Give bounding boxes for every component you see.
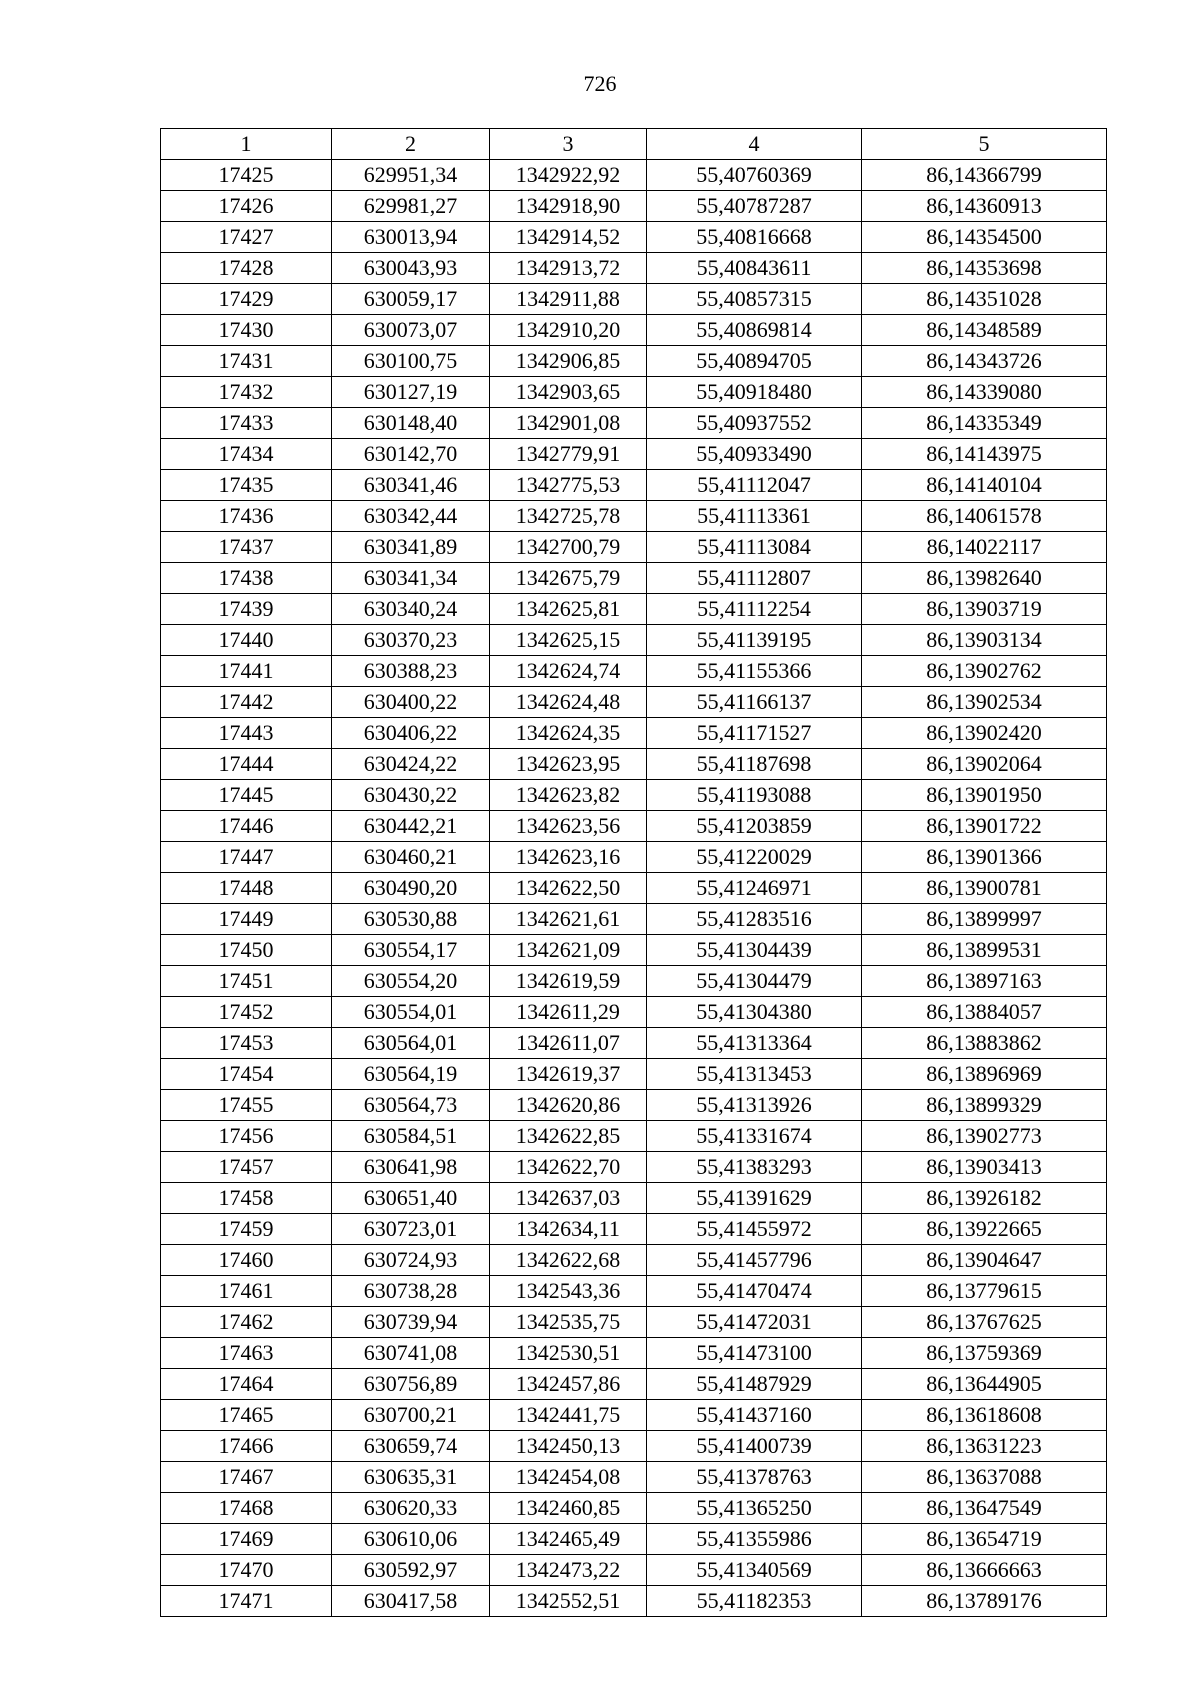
coord-x-cell: 630127,19 [332,377,490,408]
coord-y-cell: 1342914,52 [490,222,647,253]
latitude-cell: 55,41472031 [647,1307,862,1338]
latitude-cell: 55,41203859 [647,811,862,842]
coord-x-cell: 630417,58 [332,1586,490,1617]
point-number-cell: 17466 [161,1431,332,1462]
longitude-cell: 86,13901722 [862,811,1107,842]
table-row [161,1028,1107,1059]
longitude-cell: 86,13767625 [862,1307,1107,1338]
table-row [161,1462,1107,1493]
longitude-cell: 86,13759369 [862,1338,1107,1369]
coord-x-cell: 630142,70 [332,439,490,470]
latitude-cell: 55,41187698 [647,749,862,780]
table-row [161,1524,1107,1555]
coord-x-cell: 630554,17 [332,935,490,966]
column-header-5: 5 [862,129,1107,160]
table-row [161,966,1107,997]
table-row [161,1586,1107,1617]
table-row [161,191,1107,222]
latitude-cell: 55,41455972 [647,1214,862,1245]
table-row [161,160,1107,191]
longitude-cell: 86,13618608 [862,1400,1107,1431]
latitude-cell: 55,41220029 [647,842,862,873]
coord-x-cell: 630341,34 [332,563,490,594]
point-number-cell: 17456 [161,1121,332,1152]
point-number-cell: 17447 [161,842,332,873]
point-number-cell: 17425 [161,160,332,191]
table-row [161,873,1107,904]
coord-x-cell: 630340,24 [332,594,490,625]
latitude-cell: 55,40816668 [647,222,862,253]
coord-x-cell: 629951,34 [332,160,490,191]
longitude-cell: 86,13902773 [862,1121,1107,1152]
longitude-cell: 86,14343726 [862,346,1107,377]
coord-y-cell: 1342620,86 [490,1090,647,1121]
coord-y-cell: 1342901,08 [490,408,647,439]
coord-y-cell: 1342623,16 [490,842,647,873]
point-number-cell: 17444 [161,749,332,780]
point-number-cell: 17457 [161,1152,332,1183]
coord-x-cell: 630584,51 [332,1121,490,1152]
latitude-cell: 55,40787287 [647,191,862,222]
table-row [161,408,1107,439]
coord-y-cell: 1342779,91 [490,439,647,470]
point-number-cell: 17436 [161,501,332,532]
point-number-cell: 17433 [161,408,332,439]
latitude-cell: 55,41331674 [647,1121,862,1152]
coord-y-cell: 1342465,49 [490,1524,647,1555]
point-number-cell: 17442 [161,687,332,718]
coord-x-cell: 630635,31 [332,1462,490,1493]
coord-x-cell: 630641,98 [332,1152,490,1183]
table-row [161,904,1107,935]
longitude-cell: 86,13900781 [862,873,1107,904]
point-number-cell: 17434 [161,439,332,470]
table-row [161,1276,1107,1307]
point-number-cell: 17470 [161,1555,332,1586]
point-number-cell: 17449 [161,904,332,935]
coord-y-cell: 1342552,51 [490,1586,647,1617]
coord-y-cell: 1342623,95 [490,749,647,780]
latitude-cell: 55,41182353 [647,1586,862,1617]
point-number-cell: 17464 [161,1369,332,1400]
latitude-cell: 55,41313453 [647,1059,862,1090]
point-number-cell: 17439 [161,594,332,625]
column-header-2: 2 [332,129,490,160]
latitude-cell: 55,41304439 [647,935,862,966]
latitude-cell: 55,41112254 [647,594,862,625]
coord-x-cell: 630723,01 [332,1214,490,1245]
coord-x-cell: 630490,20 [332,873,490,904]
page-number: 726 [583,71,617,96]
coordinates-table [160,128,1107,1617]
point-number-cell: 17458 [161,1183,332,1214]
point-number-cell: 17459 [161,1214,332,1245]
longitude-cell: 86,14339080 [862,377,1107,408]
coord-y-cell: 1342700,79 [490,532,647,563]
coord-y-cell: 1342619,37 [490,1059,647,1090]
coord-y-cell: 1342619,59 [490,966,647,997]
point-number-cell: 17469 [161,1524,332,1555]
longitude-cell: 86,13903719 [862,594,1107,625]
table-body [161,160,1107,1617]
latitude-cell: 55,40918480 [647,377,862,408]
table-row [161,1307,1107,1338]
longitude-cell: 86,13896969 [862,1059,1107,1090]
latitude-cell: 55,41473100 [647,1338,862,1369]
coord-y-cell: 1342906,85 [490,346,647,377]
table-row [161,222,1107,253]
coord-x-cell: 630564,19 [332,1059,490,1090]
point-number-cell: 17455 [161,1090,332,1121]
coord-y-cell: 1342623,82 [490,780,647,811]
longitude-cell: 86,14140104 [862,470,1107,501]
table-row [161,439,1107,470]
table-row [161,1400,1107,1431]
coord-y-cell: 1342623,56 [490,811,647,842]
point-number-cell: 17427 [161,222,332,253]
table-row [161,1431,1107,1462]
coord-y-cell: 1342530,51 [490,1338,647,1369]
point-number-cell: 17453 [161,1028,332,1059]
coord-y-cell: 1342922,92 [490,160,647,191]
table-row [161,811,1107,842]
latitude-cell: 55,40937552 [647,408,862,439]
table-row [161,1245,1107,1276]
latitude-cell: 55,41304380 [647,997,862,1028]
coord-y-cell: 1342624,35 [490,718,647,749]
longitude-cell: 86,13902762 [862,656,1107,687]
coord-y-cell: 1342903,65 [490,377,647,408]
longitude-cell: 86,13631223 [862,1431,1107,1462]
latitude-cell: 55,41112807 [647,563,862,594]
point-number-cell: 17460 [161,1245,332,1276]
coord-y-cell: 1342621,09 [490,935,647,966]
longitude-cell: 86,13899531 [862,935,1107,966]
coord-x-cell: 630400,22 [332,687,490,718]
coord-x-cell: 630059,17 [332,284,490,315]
table-row [161,687,1107,718]
point-number-cell: 17438 [161,563,332,594]
longitude-cell: 86,14335349 [862,408,1107,439]
table-row [161,656,1107,687]
coord-x-cell: 630700,21 [332,1400,490,1431]
point-number-cell: 17450 [161,935,332,966]
coord-y-cell: 1342621,61 [490,904,647,935]
table-row [161,346,1107,377]
coord-y-cell: 1342637,03 [490,1183,647,1214]
table-row [161,1555,1107,1586]
point-number-cell: 17440 [161,625,332,656]
latitude-cell: 55,41340569 [647,1555,862,1586]
latitude-cell: 55,40857315 [647,284,862,315]
latitude-cell: 55,41113084 [647,532,862,563]
latitude-cell: 55,41166137 [647,687,862,718]
longitude-cell: 86,13883862 [862,1028,1107,1059]
coord-y-cell: 1342543,36 [490,1276,647,1307]
latitude-cell: 55,41283516 [647,904,862,935]
longitude-cell: 86,13903134 [862,625,1107,656]
coord-x-cell: 630341,46 [332,470,490,501]
coord-x-cell: 630739,94 [332,1307,490,1338]
coord-y-cell: 1342675,79 [490,563,647,594]
longitude-cell: 86,14022117 [862,532,1107,563]
coord-y-cell: 1342918,90 [490,191,647,222]
point-number-cell: 17463 [161,1338,332,1369]
coord-y-cell: 1342450,13 [490,1431,647,1462]
coord-x-cell: 630564,73 [332,1090,490,1121]
latitude-cell: 55,41437160 [647,1400,862,1431]
coord-x-cell: 629981,27 [332,191,490,222]
table-row [161,625,1107,656]
longitude-cell: 86,13901366 [862,842,1107,873]
longitude-cell: 86,14360913 [862,191,1107,222]
coord-x-cell: 630424,22 [332,749,490,780]
point-number-cell: 17461 [161,1276,332,1307]
coord-y-cell: 1342460,85 [490,1493,647,1524]
coord-y-cell: 1342910,20 [490,315,647,346]
table-row [161,1090,1107,1121]
column-header-3: 3 [490,129,647,160]
point-number-cell: 17428 [161,253,332,284]
point-number-cell: 17446 [161,811,332,842]
latitude-cell: 55,41400739 [647,1431,862,1462]
latitude-cell: 55,41391629 [647,1183,862,1214]
coord-x-cell: 630388,23 [332,656,490,687]
longitude-cell: 86,13897163 [862,966,1107,997]
coord-x-cell: 630370,23 [332,625,490,656]
table-row [161,315,1107,346]
longitude-cell: 86,14351028 [862,284,1107,315]
coord-x-cell: 630756,89 [332,1369,490,1400]
coord-x-cell: 630592,97 [332,1555,490,1586]
longitude-cell: 86,13654719 [862,1524,1107,1555]
coord-y-cell: 1342625,81 [490,594,647,625]
coord-x-cell: 630530,88 [332,904,490,935]
longitude-cell: 86,13901950 [862,780,1107,811]
latitude-cell: 55,41112047 [647,470,862,501]
latitude-cell: 55,41378763 [647,1462,862,1493]
coord-y-cell: 1342454,08 [490,1462,647,1493]
coord-y-cell: 1342625,15 [490,625,647,656]
coord-x-cell: 630442,21 [332,811,490,842]
latitude-cell: 55,41139195 [647,625,862,656]
latitude-cell: 55,41313364 [647,1028,862,1059]
column-header-4: 4 [647,129,862,160]
coord-y-cell: 1342913,72 [490,253,647,284]
point-number-cell: 17445 [161,780,332,811]
latitude-cell: 55,41355986 [647,1524,862,1555]
table-row [161,1152,1107,1183]
coord-x-cell: 630043,93 [332,253,490,284]
coord-y-cell: 1342725,78 [490,501,647,532]
table-row [161,1369,1107,1400]
longitude-cell: 86,13904647 [862,1245,1107,1276]
point-number-cell: 17465 [161,1400,332,1431]
latitude-cell: 55,40843611 [647,253,862,284]
coord-x-cell: 630738,28 [332,1276,490,1307]
point-number-cell: 17448 [161,873,332,904]
table-row [161,1493,1107,1524]
point-number-cell: 17437 [161,532,332,563]
point-number-cell: 17432 [161,377,332,408]
coord-x-cell: 630148,40 [332,408,490,439]
point-number-cell: 17443 [161,718,332,749]
latitude-cell: 55,41193088 [647,780,862,811]
table-row [161,253,1107,284]
coord-y-cell: 1342622,70 [490,1152,647,1183]
longitude-cell: 86,14061578 [862,501,1107,532]
table-row [161,377,1107,408]
table-row [161,997,1107,1028]
coord-y-cell: 1342634,11 [490,1214,647,1245]
coord-x-cell: 630013,94 [332,222,490,253]
coord-x-cell: 630741,08 [332,1338,490,1369]
table-row [161,1338,1107,1369]
latitude-cell: 55,41487929 [647,1369,862,1400]
latitude-cell: 55,41171527 [647,718,862,749]
table-row [161,501,1107,532]
latitude-cell: 55,41365250 [647,1493,862,1524]
longitude-cell: 86,14353698 [862,253,1107,284]
latitude-cell: 55,41470474 [647,1276,862,1307]
coord-x-cell: 630100,75 [332,346,490,377]
coord-x-cell: 630342,44 [332,501,490,532]
longitude-cell: 86,13922665 [862,1214,1107,1245]
latitude-cell: 55,41246971 [647,873,862,904]
longitude-cell: 86,14348589 [862,315,1107,346]
longitude-cell: 86,14366799 [862,160,1107,191]
coord-y-cell: 1342624,74 [490,656,647,687]
longitude-cell: 86,13637088 [862,1462,1107,1493]
latitude-cell: 55,40933490 [647,439,862,470]
latitude-cell: 55,41313926 [647,1090,862,1121]
column-header-1: 1 [161,129,332,160]
coord-x-cell: 630460,21 [332,842,490,873]
point-number-cell: 17430 [161,315,332,346]
coord-x-cell: 630651,40 [332,1183,490,1214]
coord-y-cell: 1342457,86 [490,1369,647,1400]
longitude-cell: 86,14354500 [862,222,1107,253]
table-row [161,718,1107,749]
coord-x-cell: 630341,89 [332,532,490,563]
longitude-cell: 86,13647549 [862,1493,1107,1524]
longitude-cell: 86,13903413 [862,1152,1107,1183]
point-number-cell: 17468 [161,1493,332,1524]
longitude-cell: 86,13902420 [862,718,1107,749]
coord-x-cell: 630554,20 [332,966,490,997]
longitude-cell: 86,13902064 [862,749,1107,780]
latitude-cell: 55,41383293 [647,1152,862,1183]
point-number-cell: 17451 [161,966,332,997]
coord-x-cell: 630430,22 [332,780,490,811]
header-row [161,129,1107,160]
longitude-cell: 86,13644905 [862,1369,1107,1400]
longitude-cell: 86,13926182 [862,1183,1107,1214]
point-number-cell: 17452 [161,997,332,1028]
table-row [161,935,1107,966]
table-row [161,470,1107,501]
coord-y-cell: 1342441,75 [490,1400,647,1431]
table-row [161,1214,1107,1245]
point-number-cell: 17454 [161,1059,332,1090]
point-number-cell: 17462 [161,1307,332,1338]
coord-y-cell: 1342622,50 [490,873,647,904]
latitude-cell: 55,41113361 [647,501,862,532]
coord-x-cell: 630620,33 [332,1493,490,1524]
coord-y-cell: 1342535,75 [490,1307,647,1338]
latitude-cell: 55,41457796 [647,1245,862,1276]
coord-x-cell: 630554,01 [332,997,490,1028]
point-number-cell: 17429 [161,284,332,315]
latitude-cell: 55,41304479 [647,966,862,997]
coord-x-cell: 630724,93 [332,1245,490,1276]
point-number-cell: 17471 [161,1586,332,1617]
point-number-cell: 17431 [161,346,332,377]
coord-y-cell: 1342624,48 [490,687,647,718]
latitude-cell: 55,41155366 [647,656,862,687]
longitude-cell: 86,13666663 [862,1555,1107,1586]
longitude-cell: 86,13902534 [862,687,1107,718]
coord-x-cell: 630073,07 [332,315,490,346]
point-number-cell: 17426 [161,191,332,222]
coord-x-cell: 630610,06 [332,1524,490,1555]
longitude-cell: 86,14143975 [862,439,1107,470]
point-number-cell: 17467 [161,1462,332,1493]
coord-y-cell: 1342775,53 [490,470,647,501]
coord-y-cell: 1342911,88 [490,284,647,315]
latitude-cell: 55,40894705 [647,346,862,377]
point-number-cell: 17435 [161,470,332,501]
longitude-cell: 86,13899329 [862,1090,1107,1121]
latitude-cell: 55,40760369 [647,160,862,191]
longitude-cell: 86,13779615 [862,1276,1107,1307]
coord-x-cell: 630564,01 [332,1028,490,1059]
coord-y-cell: 1342611,07 [490,1028,647,1059]
point-number-cell: 17441 [161,656,332,687]
longitude-cell: 86,13982640 [862,563,1107,594]
longitude-cell: 86,13899997 [862,904,1107,935]
coord-x-cell: 630406,22 [332,718,490,749]
longitude-cell: 86,13789176 [862,1586,1107,1617]
table-row [161,1183,1107,1214]
table-row [161,532,1107,563]
table-row [161,284,1107,315]
table-header [161,129,1107,160]
longitude-cell: 86,13884057 [862,997,1107,1028]
table-row [161,749,1107,780]
coord-y-cell: 1342473,22 [490,1555,647,1586]
table-row [161,1121,1107,1152]
table-row [161,842,1107,873]
coord-x-cell: 630659,74 [332,1431,490,1462]
table-row [161,594,1107,625]
coord-y-cell: 1342611,29 [490,997,647,1028]
table-row [161,563,1107,594]
coord-y-cell: 1342622,85 [490,1121,647,1152]
table-row [161,780,1107,811]
table-row [161,1059,1107,1090]
latitude-cell: 55,40869814 [647,315,862,346]
coord-y-cell: 1342622,68 [490,1245,647,1276]
